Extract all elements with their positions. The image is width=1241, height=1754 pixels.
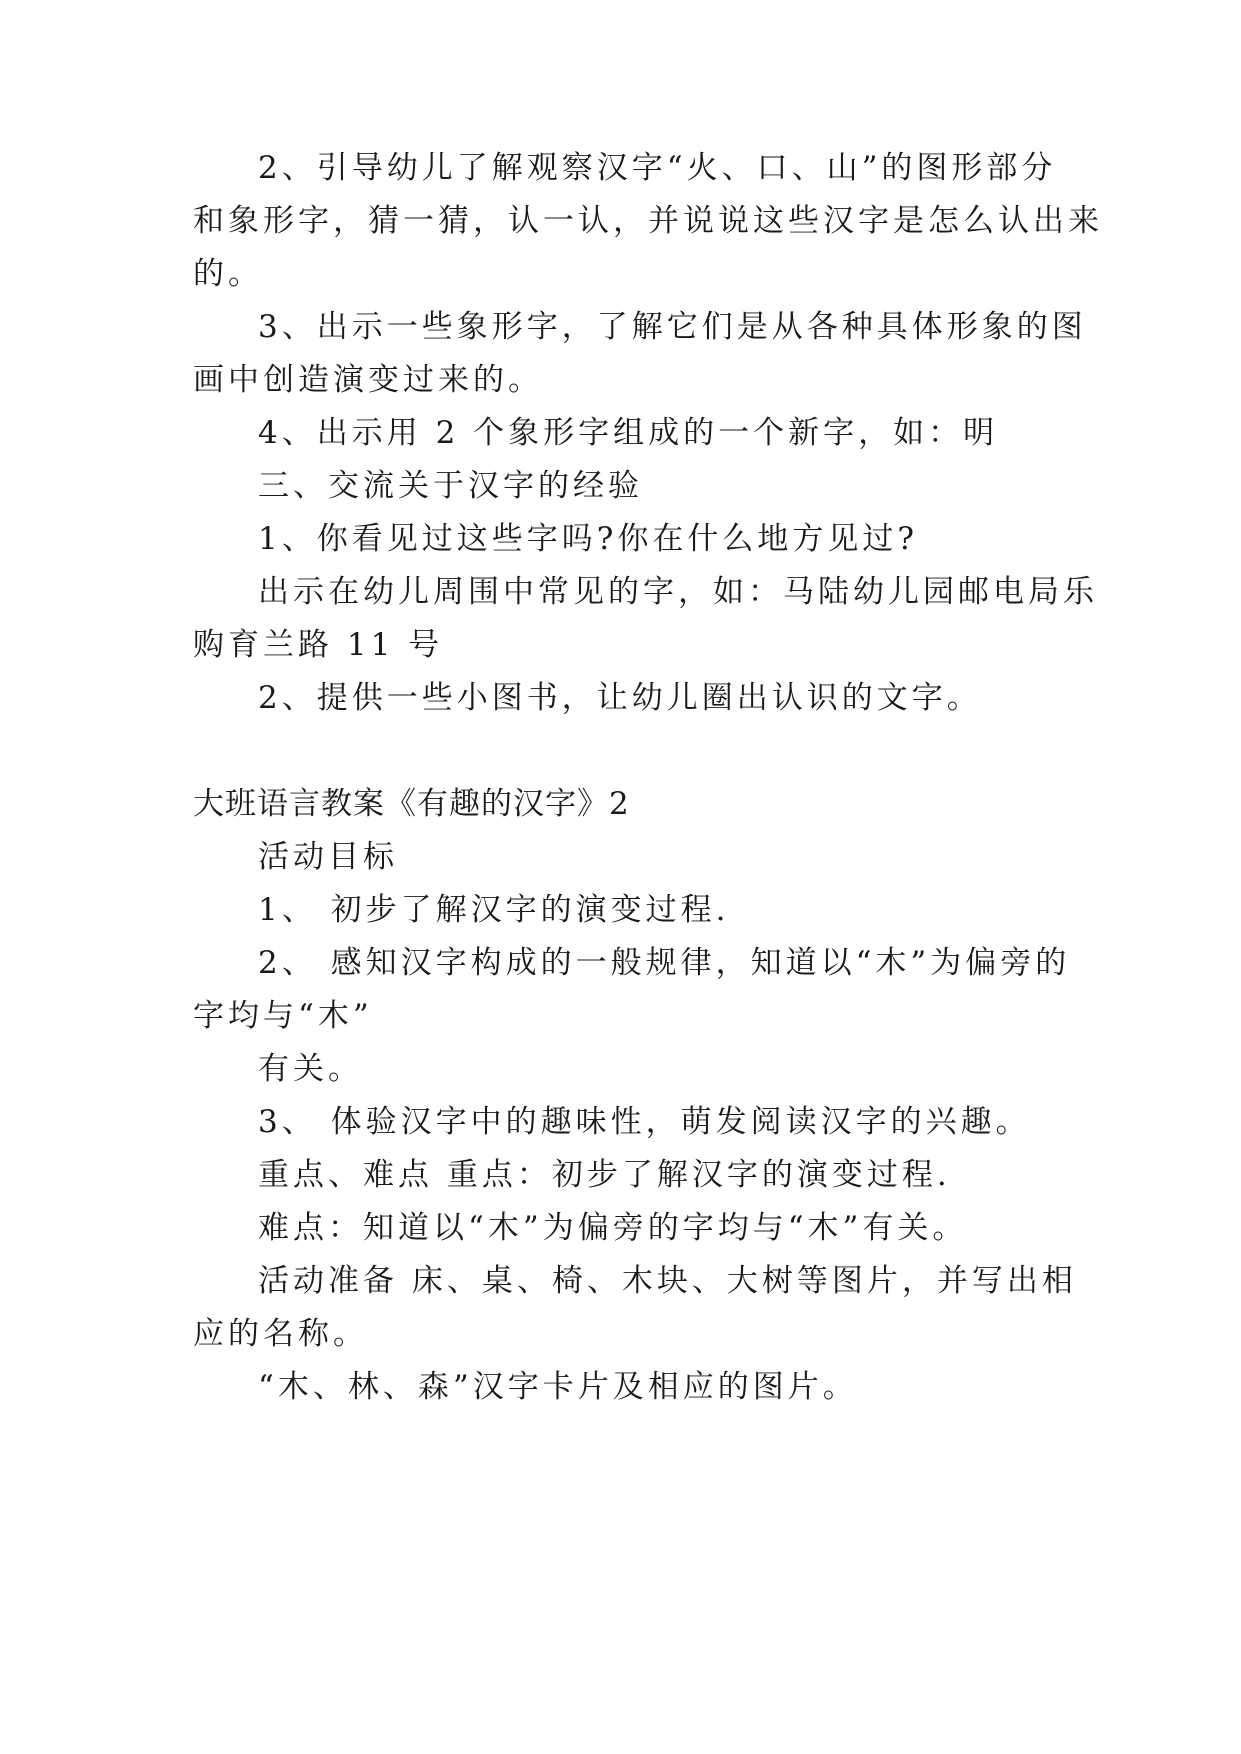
paragraph-line: “木、林、森”汉字卡片及相应的图片。 [258, 1369, 858, 1405]
paragraph-line: 2、提供一些小图书，让幼儿圈出认识的文字。 [258, 680, 982, 716]
paragraph-line: 出示在幼儿周围中常见的字，如：马陆幼儿园邮电局乐 [258, 574, 1098, 610]
paragraph-line: 3、出示一些象形字，了解它们是从各种具体形象的图 [258, 309, 1087, 345]
paragraph-line: 购育兰路 11 号 [193, 627, 444, 663]
lesson-title: 大班语言教案《有趣的汉字》2 [193, 786, 630, 822]
section-heading: 三、交流关于汉字的经验 [258, 468, 643, 504]
section-heading: 活动目标 [258, 839, 398, 875]
paragraph-line: 画中创造演变过来的。 [193, 362, 543, 398]
paragraph-line: 有关。 [258, 1051, 363, 1087]
paragraph-line: 难点：知道以“木”为偏旁的字均与“木”有关。 [258, 1210, 968, 1246]
paragraph-line: 字均与“木” [193, 998, 373, 1034]
paragraph-line: 3、 体验汉字中的趣味性，萌发阅读汉字的兴趣。 [258, 1104, 1031, 1140]
paragraph-line: 1、你看见过这些字吗?你在什么地方见过? [258, 521, 918, 557]
paragraph-line: 4、出示用 2 个象形字组成的一个新字，如：明 [258, 415, 999, 451]
paragraph-line: 重点、难点 重点：初步了解汉字的演变过程. [258, 1157, 951, 1193]
paragraph-line: 2、 感知汉字构成的一般规律，知道以“木”为偏旁的 [258, 945, 1071, 981]
paragraph-line: 2、引导幼儿了解观察汉字“火、口、山”的图形部分 [258, 150, 1057, 186]
paragraph-line: 应的名称。 [193, 1316, 368, 1352]
paragraph-line: 活动准备 床、桌、椅、木块、大树等图片，并写出相 [258, 1263, 1077, 1299]
paragraph-line: 1、 初步了解汉字的演变过程. [258, 892, 730, 928]
paragraph-line: 的。 [193, 256, 263, 292]
paragraph-line: 和象形字，猜一猜，认一认，并说说这些汉字是怎么认出来 [193, 203, 1103, 239]
